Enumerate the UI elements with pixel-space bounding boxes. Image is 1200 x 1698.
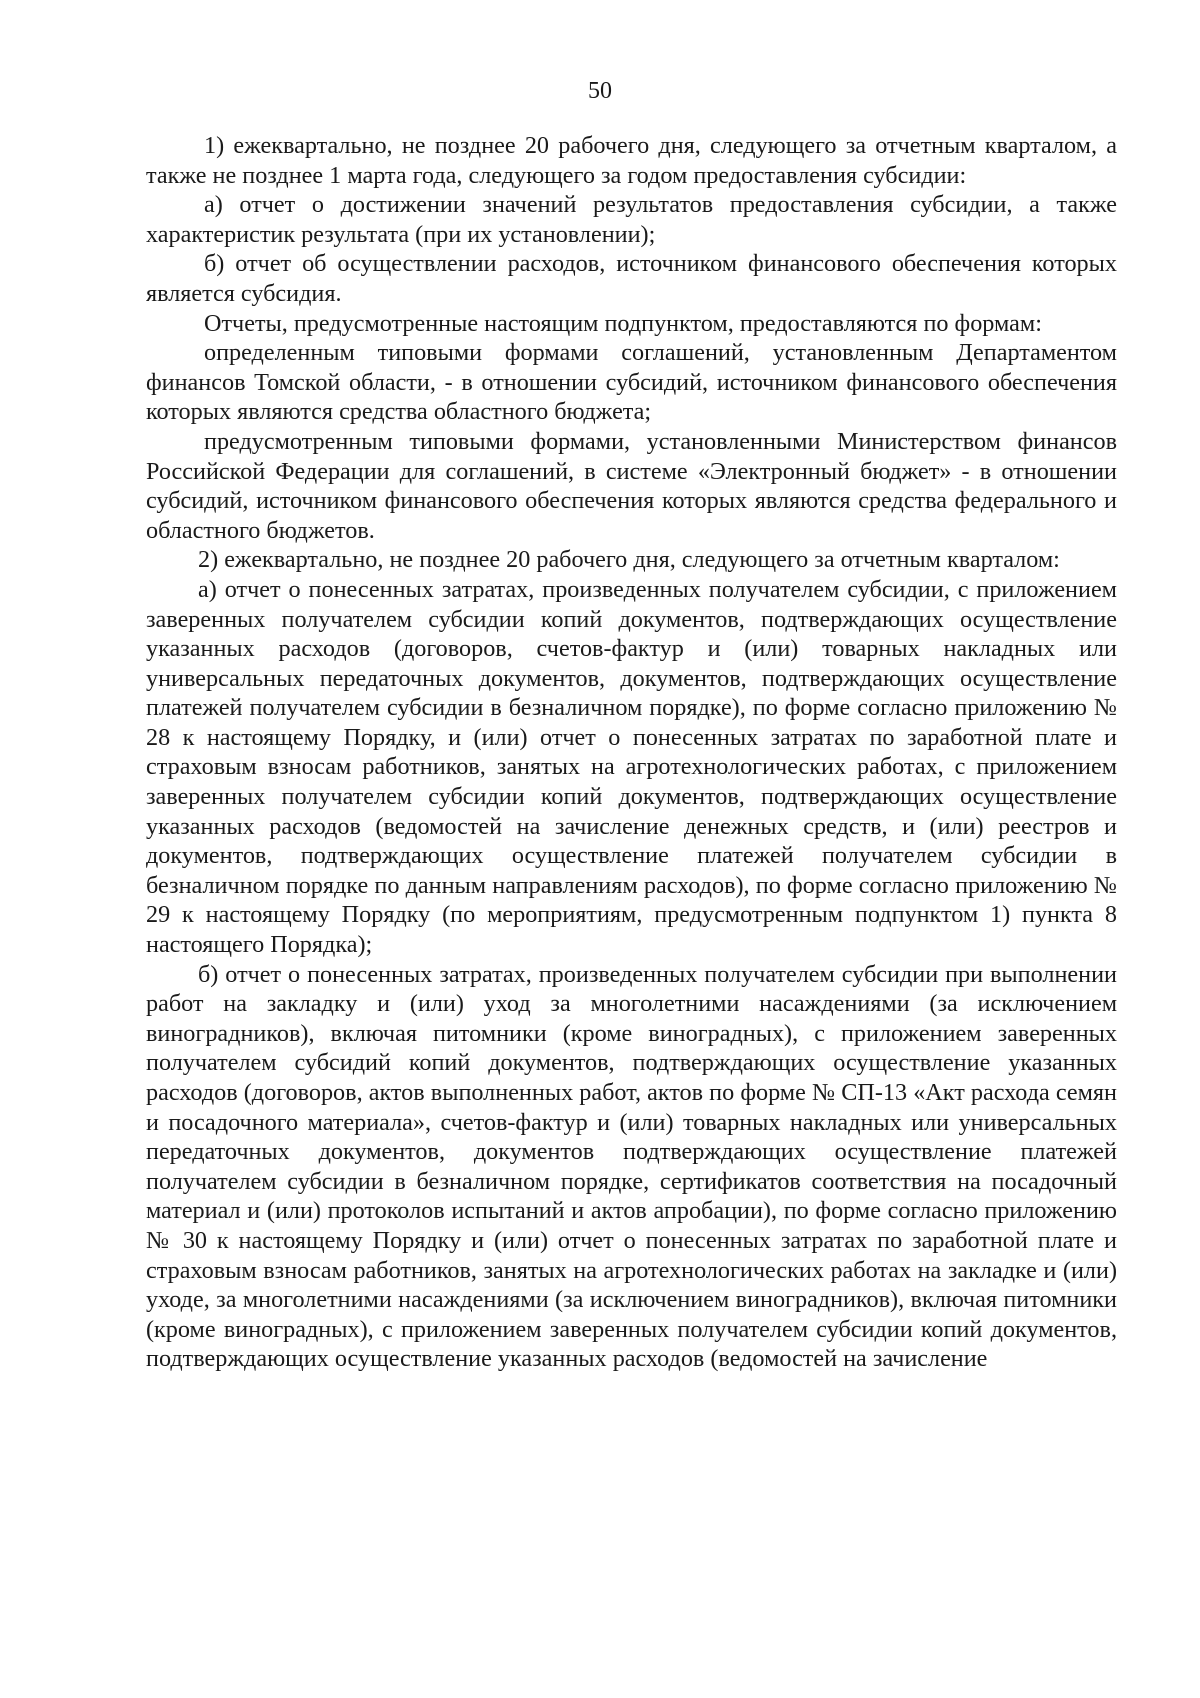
paragraph-item-1: 1) ежеквартально, не позднее 20 рабочего дня, следующего за отчетным кварталом, а также не позднее 1 марта года, следующего за годом предоставления субсидии: (146, 132, 1117, 189)
paragraph-forms-regional: определенным типовыми формами соглашений, установленным Департаментом финансов Томской области, - в отношении субсидий, источником финансового обеспечения которых являются средства областного бюджета; (146, 339, 1117, 426)
paragraph-forms-federal: предусмотренным типовыми формами, установленными Министерством финансов Российской Федерации для соглашений, в системе «Электронный бюджет» - в отношении субсидий, источником финансового обеспечения которых являются средства федерального и областного бюджетов. (146, 427, 1117, 544)
paragraph-item-1b: б) отчет об осуществлении расходов, источником финансового обеспечения которых является субсидия. (146, 250, 1117, 307)
paragraph-item-2b: б) отчет о понесенных затратах, произведенных получателем субсидии при выполнении работ на закладку и (или) уход за многолетними насаждениями (за исключением виноградников), включая питомники (кроме виноградных), с приложением заверенных получателем субсидий копий документов, подтверждающих осуществление указанных расходов (договоров, актов выполненных работ, актов по форме № СП-13 «Акт расхода семян и посадочного материала», счетов-фактур и (или) товарных накладных или универсальных передаточных документов, документов подтверждающих осуществление платежей получателем субсидии в безналичном порядке, сертификатов соответствия на посадочный материал и (или) протоколов испытаний и актов апробации), по форме согласно приложению № 30 к настоящему Порядку и (или) отчет о понесенных затратах по заработной плате и страховым взносам работников, занятых на агротехнологических работах на закладке и (или) уходе, за многолетними насаждениями (за исключением виноградников), включая питомники (кроме виноградных), с приложением заверенных получателем субсидии копий документов, подтверждающих осуществление указанных расходов (ведомостей на зачисление (146, 960, 1117, 1373)
paragraph-reports-forms: Отчеты, предусмотренные настоящим подпунктом, предоставляются по формам: (204, 309, 1042, 337)
document-body (146, 131, 1117, 1374)
page-number: 50 (588, 78, 612, 104)
paragraph-item-1a: а) отчет о достижении значений результатов предоставления субсидии, а также характеристик результата (при их установлении); (146, 191, 1117, 248)
paragraph-item-2: 2) ежеквартально, не позднее 20 рабочего дня, следующего за отчетным кварталом: (198, 546, 1060, 574)
paragraph-item-2a: а) отчет о понесенных затратах, произведенных получателем субсидии, с приложением заверенных получателем субсидии копий документов, подтверждающих осуществление указанных расходов (договоров, счетов-фактур и (или) товарных накладных или универсальных передаточных документов, документов, подтверждающих осуществление платежей получателем субсидии в безналичном порядке), по форме согласно приложению № 28 к настоящему Порядку, и (или) отчет о понесенных затратах по заработной плате и страховым взносам работников, занятых на агротехнологических работах, с приложением заверенных получателем субсидии копий документов, подтверждающих осуществление указанных расходов (ведомостей на зачисление денежных средств, и (или) реестров и документов, подтверждающих осуществление платежей получателем субсидии в безналичном порядке по данным направлениям расходов), по форме согласно приложению № 29 к настоящему Порядку (по мероприятиям, предусмотренным подпунктом 1) пункта 8 настоящего Порядка); (146, 575, 1117, 959)
